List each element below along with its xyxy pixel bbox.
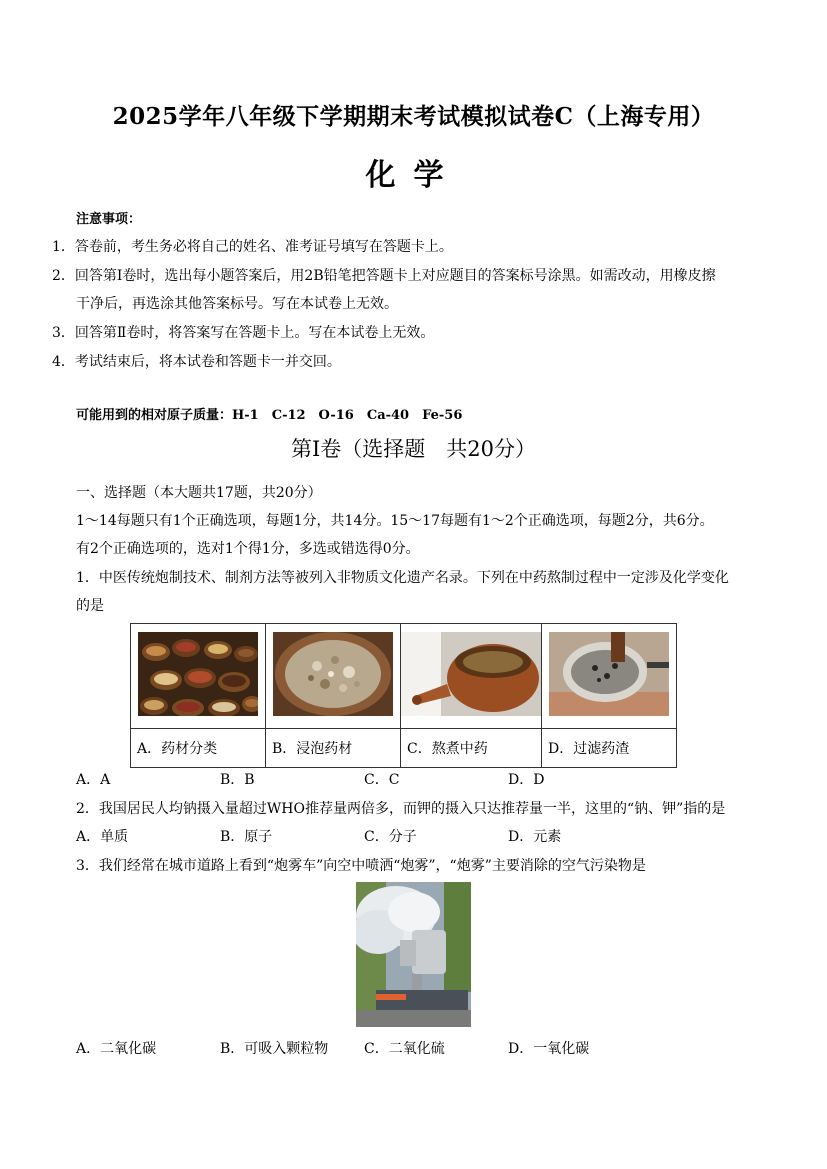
fog-cannon-truck-image [356, 882, 471, 1027]
section1-rule-1: 1～14每题只有1个正确选项，每题1分，共14分。15～17每题有1～2个正确选项，每题2分，共6分。 [76, 513, 714, 529]
herb-boiling-image [401, 632, 541, 716]
q1-option-c[interactable]: C．C [364, 772, 400, 788]
herb-soaking-image [273, 632, 393, 716]
subject-title: 化学 [365, 158, 462, 193]
q1-option-a[interactable]: A．A [76, 772, 111, 788]
q1-image-cell-b [266, 624, 401, 729]
part1-title: 第Ⅰ卷（选择题 共20分） [290, 437, 537, 461]
q1-caption-c: C．熬煮中药 [401, 729, 542, 768]
q1-option-b[interactable]: B．B [220, 772, 255, 788]
q1-image-table [130, 623, 677, 768]
q3-option-c[interactable]: C．二氧化硫 [364, 1041, 445, 1057]
q1-caption-b: B．浸泡药材 [266, 729, 401, 768]
q1-image-cell-d [542, 624, 677, 729]
herb-filtering-image [549, 632, 669, 716]
notice-item-2-cont: 干净后，再选涂其他答案标号。写在本试卷上无效。 [76, 296, 398, 312]
q2-option-b[interactable]: B．原子 [220, 829, 273, 845]
q1-stem: 1．中医传统炮制技术、制剂方法等被列入非物质文化遗产名录。下列在中药熬制过程中一定涉及化学变化 [76, 570, 729, 586]
q2-stem: 2．我国居民人均钠摄入量超过WHO推荐量两倍多，而钾的摄入只达推荐量一半，这里的“钠、钾”指的是 [76, 801, 726, 817]
section1-rule-2: 有2个正确选项的，选对1个得1分，多选或错选得0分。 [76, 541, 420, 557]
q1-image-cell-c [401, 624, 542, 729]
q1-stem-cont: 的是 [76, 598, 104, 614]
q1-caption-d: D．过滤药渣 [542, 729, 677, 768]
q1-option-d[interactable]: D．D [508, 772, 545, 788]
exam-title: 2025学年八年级下学期期末考试模拟试卷C（上海专用） [112, 103, 715, 130]
q2-option-d[interactable]: D．元素 [508, 829, 562, 845]
q3-option-a[interactable]: A．二氧化碳 [76, 1041, 157, 1057]
q2-option-a[interactable]: A．单质 [76, 829, 129, 845]
section1-heading: 一、选择题（本大题共17题，共20分） [76, 485, 322, 501]
q3-stem: 3．我们经常在城市道路上看到“炮雾车”向空中喷洒“炮雾”，“炮雾”主要消除的空气污染物是 [76, 858, 646, 874]
notice-item-4: 4．考试结束后，将本试卷和答题卡一并交回。 [52, 354, 341, 370]
q1-image-cell-a [131, 624, 266, 729]
notice-item-1: 1．答卷前，考生务必将自己的姓名、准考证号填写在答题卡上。 [52, 239, 453, 255]
q1-caption-a: A．药材分类 [131, 729, 266, 768]
atomic-mass-line: 可能用到的相对原子质量：H-1 C-12 O-16 Ca-40 Fe-56 [76, 408, 463, 423]
notice-item-2: 2．回答第Ⅰ卷时，选出每小题答案后，用2B铅笔把答题卡上对应题目的答案标号涂黑。如需改动，用橡皮擦 [52, 268, 716, 284]
herb-sorting-image [138, 632, 258, 716]
q2-option-c[interactable]: C．分子 [364, 829, 417, 845]
notice-item-3: 3．回答第Ⅱ卷时，将答案写在答题卡上。写在本试卷上无效。 [52, 325, 435, 341]
notice-heading: 注意事项： [76, 212, 142, 227]
q3-option-d[interactable]: D．一氧化碳 [508, 1041, 590, 1057]
q3-option-b[interactable]: B．可吸入颗粒物 [220, 1041, 329, 1057]
